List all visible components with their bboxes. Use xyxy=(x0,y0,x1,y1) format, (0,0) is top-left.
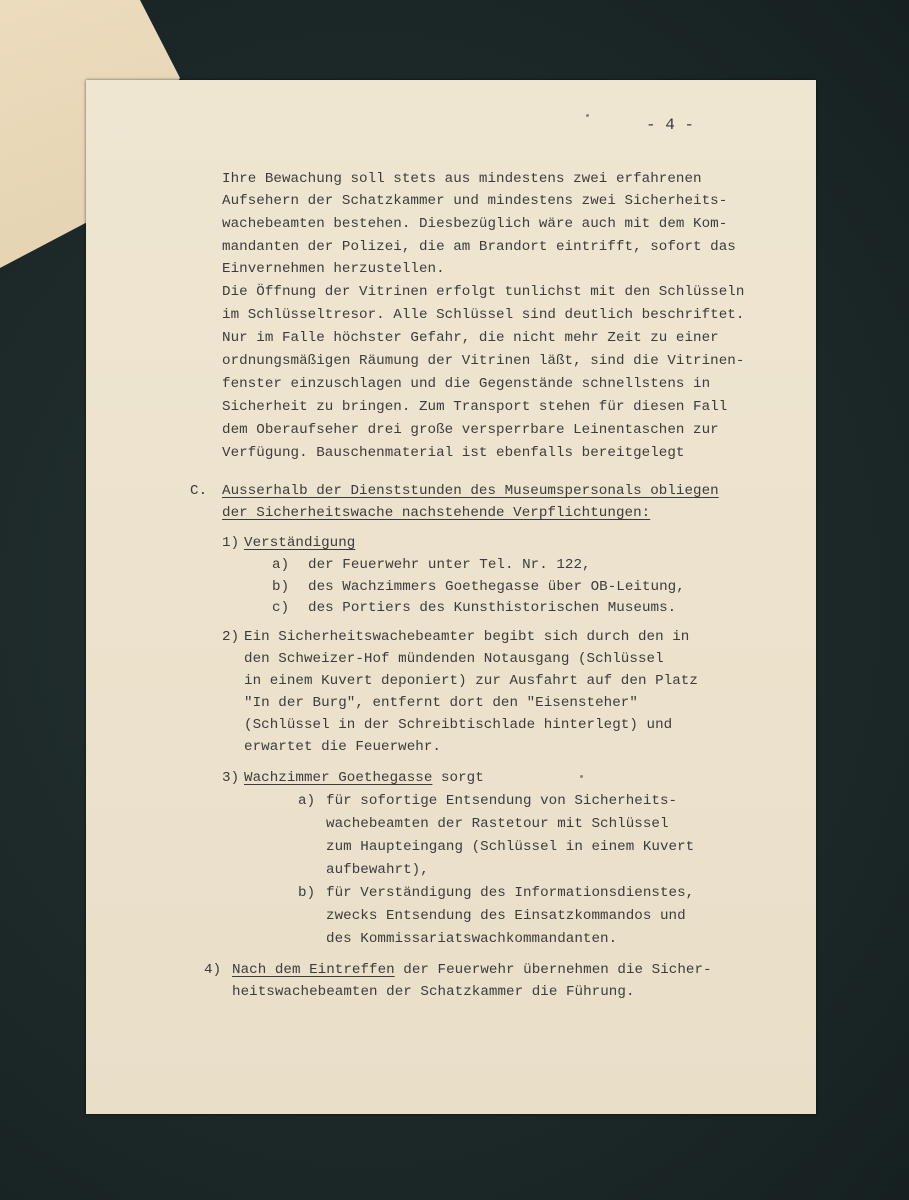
subitem-marker: b) xyxy=(298,885,316,901)
subitem-text: des Wachzimmers Goethegasse über OB-Leitung, xyxy=(308,579,685,595)
paragraph-line: wachebeamten bestehen. Diesbezüglich wäre auch mit dem Kom- xyxy=(222,216,728,232)
paragraph-line: Ihre Bewachung soll stets aus mindestens zwei erfahrenen xyxy=(222,171,702,187)
item-text: der Feuerwehr übernehmen die Sicher- xyxy=(394,962,712,978)
item-text-line: erwartet die Feuerwehr. xyxy=(244,739,441,755)
subitem-text-line: aufbewahrt), xyxy=(326,862,429,878)
item-title: Verständigung xyxy=(244,535,356,551)
paragraph-line: im Schlüsseltresor. Alle Schlüssel sind deutlich beschriftet. xyxy=(222,307,745,323)
item-title: Nach dem Eintreffen xyxy=(232,962,395,978)
paragraph-line: fenster einzuschlagen und die Gegenstände schnellstens in xyxy=(222,376,711,392)
paragraph-line: Einvernehmen herzustellen. xyxy=(222,261,445,277)
subitem-text-line: zum Haupteingang (Schlüssel in einem Kuvert xyxy=(326,839,695,855)
paragraph-line: Sicherheit zu bringen. Zum Transport stehen für diesen Fall xyxy=(222,399,728,415)
item-number: 4) xyxy=(204,962,222,978)
paragraph-line: Die Öffnung der Vitrinen erfolgt tunlichst mit den Schlüsseln xyxy=(222,284,745,300)
paragraph-line: Nur im Falle höchster Gefahr, die nicht mehr Zeit zu einer xyxy=(222,330,719,346)
item-title-row xyxy=(232,961,712,979)
subitem-marker: b) xyxy=(272,579,290,595)
paragraph-line: Verfügung. Bauschenmaterial ist ebenfalls bereitgelegt xyxy=(222,445,685,461)
section-heading-line: der Sicherheitswache nachstehende Verpflichtungen: xyxy=(222,505,651,521)
subitem-text-line: für Verständigung des Informationsdienstes, xyxy=(326,885,695,901)
page-number: - 4 - xyxy=(646,116,695,134)
item-number: 1) xyxy=(222,535,240,551)
paragraph-line: ordnungsmäßigen Räumung der Vitrinen läßt, sind die Vitrinen- xyxy=(222,353,745,369)
item-title-row xyxy=(244,769,484,787)
section-marker: C. xyxy=(190,483,208,499)
subitem-text: des Portiers des Kunsthistorischen Museums. xyxy=(308,600,677,616)
subitem-marker: a) xyxy=(298,793,316,809)
subitem-text-line: des Kommissariatswachkommandanten. xyxy=(326,931,618,947)
paper-speck xyxy=(580,775,583,778)
subitem-text: der Feuerwehr unter Tel. Nr. 122, xyxy=(308,557,591,573)
subitem-text-line: wachebeamten der Rastetour mit Schlüssel xyxy=(326,816,669,832)
paragraph-line: Aufsehern der Schatzkammer und mindestens zwei Sicherheits- xyxy=(222,193,728,209)
typed-document-page xyxy=(86,80,816,1114)
item-title: Wachzimmer Goethegasse xyxy=(244,770,433,786)
item-text-line: den Schweizer-Hof mündenden Notausgang (Schlüssel xyxy=(244,651,664,667)
subitem-marker: a) xyxy=(272,557,290,573)
item-text-line: "In der Burg", entfernt dort den "Eisensteher" xyxy=(244,695,638,711)
paper-speck xyxy=(586,114,589,117)
item-number: 3) xyxy=(222,770,240,786)
section-heading-line: Ausserhalb der Dienststunden des Museumspersonals obliegen xyxy=(222,483,719,499)
item-text-line: (Schlüssel in der Schreibtischlade hinterlegt) und xyxy=(244,717,673,733)
paragraph-line: dem Oberaufseher drei große versperrbare Leinentaschen zur xyxy=(222,422,719,438)
item-text-line: in einem Kuvert deponiert) zur Ausfahrt auf den Platz xyxy=(244,673,698,689)
item-title-suffix: sorgt xyxy=(432,770,484,786)
subitem-marker: c) xyxy=(272,600,290,616)
paragraph-line: mandanten der Polizei, die am Brandort eintrifft, sofort das xyxy=(222,239,736,255)
subitem-text-line: für sofortige Entsendung von Sicherheits- xyxy=(326,793,678,809)
subitem-text-line: zwecks Entsendung des Einsatzkommandos und xyxy=(326,908,686,924)
item-text-line: Ein Sicherheitswachebeamter begibt sich durch den in xyxy=(244,629,690,645)
item-number: 2) xyxy=(222,629,240,645)
item-text-line: heitswachebeamten der Schatzkammer die Führung. xyxy=(232,984,635,1000)
